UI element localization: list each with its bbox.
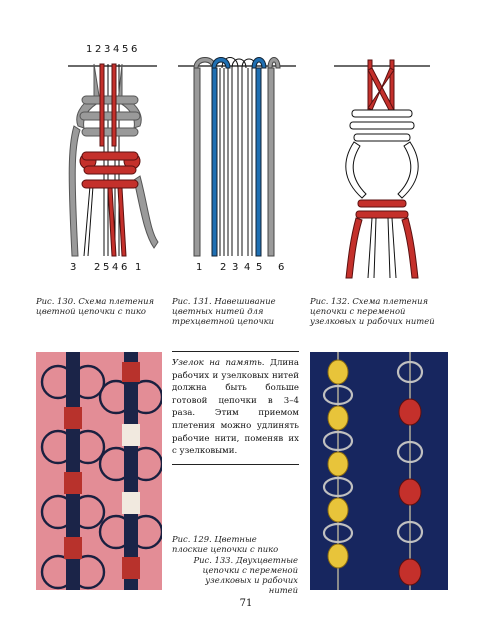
fig130-bottom-num: 4	[112, 262, 119, 273]
fig131-bottom-num: 5	[256, 262, 263, 273]
fig131-diagram	[172, 50, 302, 262]
fig132-diagram	[332, 50, 432, 280]
fig130-bottom-num: 6	[121, 262, 128, 273]
fig133-caption: Рис. 133. Двухцветные цепочки с переменой узелковых и рабочих нитей	[193, 555, 298, 595]
fig131-bottom-num: 6	[278, 262, 285, 273]
fig130-bottom-num: 1	[135, 262, 142, 273]
fig130-top-num: 3	[104, 44, 111, 55]
fig129-photo	[36, 352, 162, 590]
fig131-bottom-num: 2	[220, 262, 227, 273]
fig129-caption: Рис. 129. Цветные плоские цепочки с пико	[172, 534, 279, 554]
fig130-bottom-num: 5	[103, 262, 110, 273]
fig130-svg	[60, 56, 165, 262]
fig131-bottom-num: 3	[232, 262, 239, 273]
fig130-bottom-num: 3	[70, 262, 77, 273]
memory-note	[172, 351, 299, 465]
fig133-photo-svg	[310, 352, 448, 590]
fig132-svg	[332, 50, 432, 280]
fig130-top-num: 2	[95, 44, 102, 55]
page-number: 71	[239, 598, 253, 609]
fig130-top-num: 4	[113, 44, 120, 55]
memory-note-body: Длина рабочих и узелковых нитей должна быть больше готовой цепочки в 3–4 раза. Этим приемом плетения можно удлинять рабочие нити, поменяв их с узелковыми.	[172, 358, 299, 457]
fig131-bottom-num: 4	[244, 262, 251, 273]
fig132-caption: Рис. 132. Схема плетения цепочки с переменой узелковых и рабочих нитей	[310, 296, 435, 326]
fig130-bottom-numbers	[70, 262, 150, 274]
fig133-photo	[310, 352, 448, 590]
fig130-top-numbers	[86, 44, 136, 56]
fig131-caption: Рис. 131. Навешивание цветных нитей для трехцветной цепочки	[172, 296, 276, 326]
fig131-bottom-num: 1	[196, 262, 203, 273]
fig130-bottom-num: 2	[94, 262, 101, 273]
fig130-diagram	[60, 56, 165, 262]
fig130-caption: Рис. 130. Схема плетения цветной цепочки с пико	[36, 296, 155, 316]
fig131-svg	[172, 50, 302, 262]
fig130-top-num: 6	[131, 44, 138, 55]
fig130-top-num: 1	[86, 44, 93, 55]
fig129-photo-svg	[36, 352, 162, 590]
memory-note-lead: Узелок на память.	[172, 358, 265, 368]
fig131-bottom-numbers	[196, 262, 296, 274]
fig130-top-num: 5	[122, 44, 129, 55]
